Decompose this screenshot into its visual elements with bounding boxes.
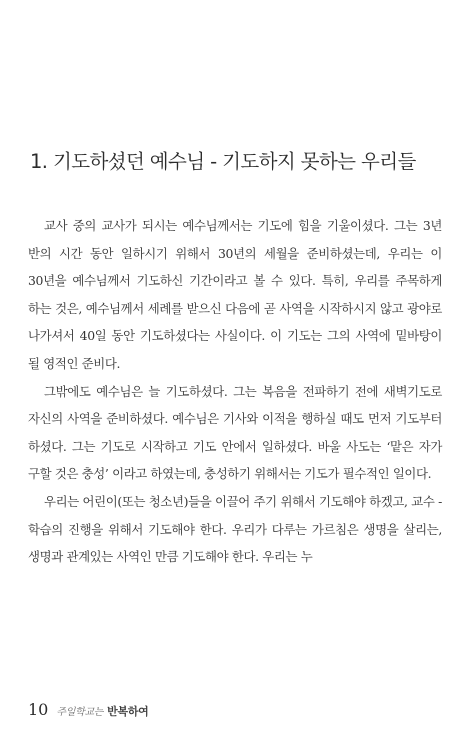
page-number: 10 — [28, 700, 49, 719]
paragraph-3: 우리는 어린이(또는 청소년)들을 이끌어 주기 위해서 기도해야 하겠고, 교수 - 학습의 진행을 위해서 기도해야 한다. 우리가 다루는 가르침은 생명을 살리는, 생명과 관계있는 사역인 만큼 기도해야 한다. 우리는 누 — [28, 493, 442, 565]
body-text — [28, 212, 442, 571]
paragraph-2: 그밖에도 예수님은 늘 기도하셨다. 그는 복음을 전파하기 전에 새벽기도로 자신의 사역을 준비하셨다. 예수님은 기사와 이적을 행하실 때도 먼저 기도부터 하셨다. 그는 기도로 시작하고 기도 안에서 일하셨다. 바울 사도는 ‘맡은 자가 구할 것은 충성’ 이라고 하였는데, 충성하기 위해서는 기도가 필수적인 일이다. — [28, 383, 442, 482]
page-footer — [28, 700, 148, 719]
running-title-part2: 반복하여 — [107, 705, 149, 718]
paragraph-1: 교사 중의 교사가 되시는 예수님께서는 기도에 힘을 기울이셨다. 그는 3년 반의 시간 동안 일하시기 위해서 30년의 세월을 준비하셨는데, 우리는 이 30년을 예수님께서 기도하신 기간이라고 볼 수 있다. 특히, 우리를 주목하게 하는 것은, 예수님께서 세례를 받으신 다음에 곧 사역을 시작하시지 않고 광야로 나가셔서 40일 동안 기도하셨다는 사실이다. 이 기도는 그의 사역에 밑바탕이 될 영적인 준비다. — [28, 218, 442, 371]
section-title: 1. 기도하셨던 예수님 - 기도하지 못하는 우리들 — [30, 150, 416, 173]
running-title-part1: 주일학교는 — [56, 707, 104, 718]
